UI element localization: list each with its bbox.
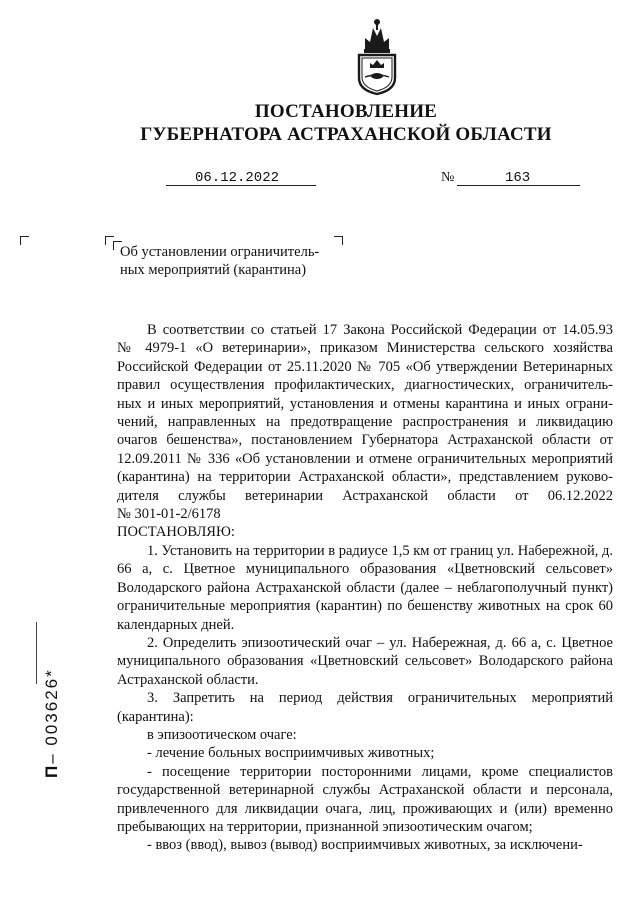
item-2: 2. Определить эпизоотический очаг – ул. Набережная, д. 66 а, с. Цветное муниципального образования «Цветновский сельсовет» Володарского района Астраханской области. xyxy=(117,634,613,688)
number-sign: № xyxy=(441,170,455,185)
bullet-item: - лечение больных восприимчивых животных; xyxy=(147,745,435,762)
intro-line: очагов бешенства», постановлением Губернатора Астраханской области от xyxy=(117,432,613,449)
form-serial-number xyxy=(42,668,62,778)
form-mark: * xyxy=(42,668,61,677)
bullet-item: - ввоз (ввод), вывоз (вывод) восприимчивых животных, за исключени- xyxy=(147,837,583,854)
intro-line: правил осуществления профилактических, диагностических, ограничитель- xyxy=(117,377,613,394)
focus-heading: в эпизоотическом очаге: xyxy=(147,726,297,743)
intro-line: ных и иных мероприятий, установления и отмены карантина и иных ограни- xyxy=(117,395,613,412)
intro-line: Российской Федерации от 25.11.2020 № 705 «Об утверждении Ветеринарных xyxy=(117,358,613,375)
intro-line: чений, направленных на предотвращение распространения и ликвидацию xyxy=(117,414,613,431)
intro-line: В соответствии со статьей 17 Закона Российской Федерации от 14.05.93 xyxy=(147,322,613,338)
form-code: – 003626 xyxy=(42,676,61,764)
document-body xyxy=(117,321,613,855)
document-date: 06.12.2022 xyxy=(195,170,280,186)
document-title-line2: ГУБЕРНАТОРА АСТРАХАНСКОЙ ОБЛАСТИ xyxy=(140,124,552,145)
coat-of-arms-emblem xyxy=(355,16,399,96)
intro-line: 12.09.2011 № 336 «Об установлении и отмене ограничительных мероприятий xyxy=(117,450,613,467)
margin-rule xyxy=(36,622,37,684)
intro-line: дителя службы ветеринарии Астраханской области от 06.12.2022 xyxy=(117,487,613,504)
item-1: 1. Установить на территории в радиусе 1,5 км от границ ул. Набережной, д. 66 а, с. Цветное муниципального образования «Цветновский сельсовет» Володарского района Астраханской области (далее – неблагополучный пункт) ограничительные мероприятия (карантин) по бешенству животных на срок 60 календарных дней. xyxy=(117,542,613,633)
subject-line: Об установлении ограничитель- xyxy=(120,244,320,260)
intro-line: № 4979-1 «О ветеринарии», приказом Министерства сельского хозяйства xyxy=(117,340,613,357)
address-corner-mark xyxy=(20,236,29,245)
form-series: П xyxy=(42,763,61,778)
intro-line: (карантина) на территории Астраханской области», представлением руково- xyxy=(117,469,613,486)
item-3: 3. Запретить на период действия ограничительных мероприятий (карантина): xyxy=(117,690,613,725)
decree-word: ПОСТАНОВЛЯЮ: xyxy=(117,524,235,541)
document-title-line1: ПОСТАНОВЛЕНИЕ xyxy=(254,101,438,122)
bullet-item: - посещение территории посторонними лицами, кроме специалистов государственной ветеринарной службы Астраханской области и персонала, привлеченного для ликвидации очага, лиц, проживающих и (или) временно пребывающих на территории, признанной эпизоотическим очагом; xyxy=(117,763,613,835)
subject-line: ных мероприятий (карантина) xyxy=(120,262,307,278)
intro-line: № 301-01-2/6178 xyxy=(117,506,221,523)
document-number: 163 xyxy=(505,170,531,186)
document-subject xyxy=(120,243,350,279)
